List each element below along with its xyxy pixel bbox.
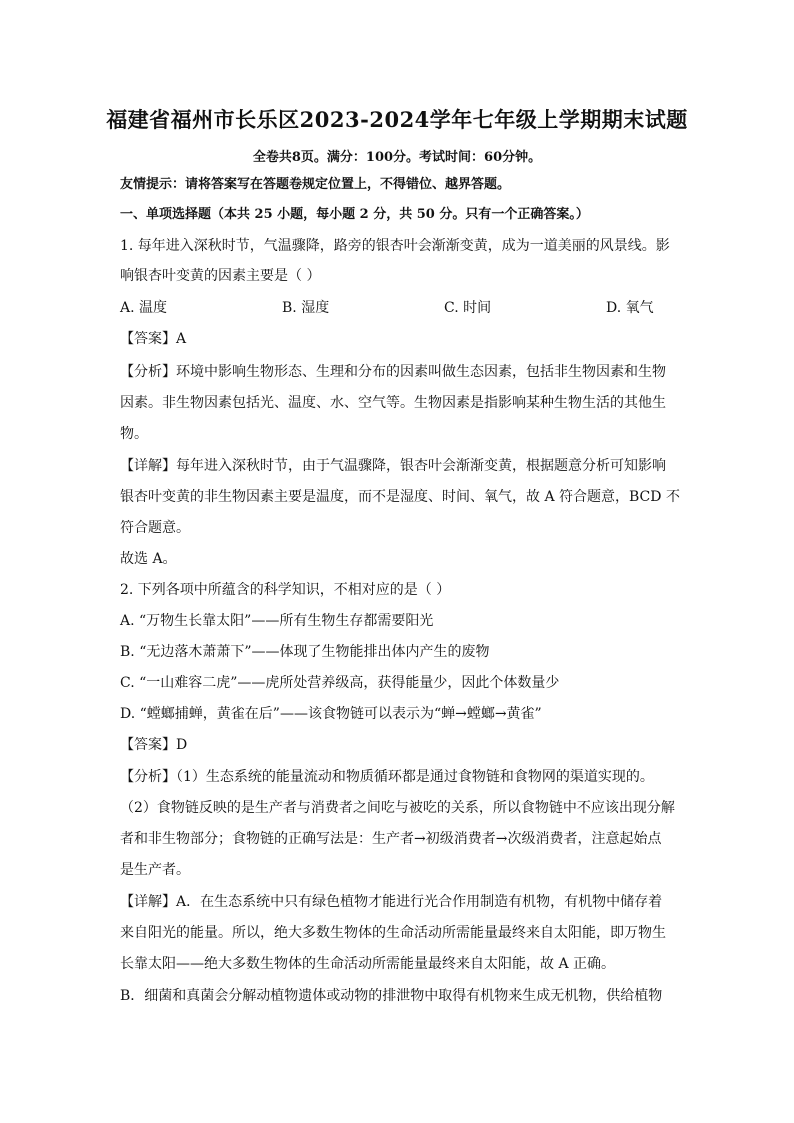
q2-detail-line-4: B．细菌和真菌会分解动植物遗体或动物的排泄物中取得有机物来生成无机物，供给植物 xyxy=(120,988,663,1004)
q1-option-c: C. 时间 xyxy=(444,300,492,316)
friendly-tip: 友情提示：请将答案写在答题卷规定位置上，不得错位、越界答题。 xyxy=(120,177,511,192)
q1-detail-line-2: 银杏叶变黄的非生物因素主要是温度，而不是湿度、时间、氧气，故 A 符合题意，BCD 不 xyxy=(120,489,680,505)
q1-analysis-line-3: 物。 xyxy=(120,426,148,442)
q2-option-a: A. “万物生长靠太阳”——所有生物生存都需要阳光 xyxy=(120,613,434,629)
page-title: 福建省福州市长乐区2023-2024学年七年级上学期期末试题 xyxy=(106,107,688,132)
q2-detail-line-2: 来自阳光的能量。所以，绝大多数生物体的生命活动所需能量最终来自太阳能，即万物生 xyxy=(120,925,666,941)
q1-stem-line-2: 响银杏叶变黄的因素主要是（ ） xyxy=(120,268,321,284)
q1-stem-line-1: 1. 每年进入深秋时节，气温骤降，路旁的银杏叶会渐渐变黄，成为一道美丽的风景线。影 xyxy=(120,238,670,254)
q1-detail-line-1: 【详解】每年进入深秋时节，由于气温骤降，银杏叶会渐渐变黄，根据题意分析可知影响 xyxy=(120,458,666,474)
q1-option-b: B. 湿度 xyxy=(282,300,330,316)
q2-option-c: C. “一山难容二虎”——虎所处营养级高，获得能量少，因此个体数量少 xyxy=(120,675,560,691)
q1-detail-line-3: 符合题意。 xyxy=(120,520,190,536)
q2-stem: 2. 下列各项中所蕴含的科学知识，不相对应的是（ ） xyxy=(120,582,451,598)
q2-detail-line-1: 【详解】A．在生态系统中只有绿色植物才能进行光合作用制造有机物，有机物中储存着 xyxy=(120,894,663,910)
q2-detail-line-3: 长靠太阳——绝大多数生物体的生命活动所需能量最终来自太阳能，故 A 正确。 xyxy=(120,956,616,972)
q1-choice: 故选 A。 xyxy=(120,551,177,567)
q2-analysis-line-2: （2）食物链反映的是生产者与消费者之间吃与被吃的关系，所以食物链中不应该出现分解 xyxy=(120,800,675,816)
q1-analysis-line-2: 因素。非生物因素包括光、温度、水、空气等。生物因素是指影响某种生物生活的其他生 xyxy=(120,395,666,411)
q1-analysis-line-1: 【分析】环境中影响生物形态、生理和分布的因素叫做生态因素，包括非生物因素和生物 xyxy=(120,364,666,380)
section-heading: 一、单项选择题（本共 25 小题，每小题 2 分，共 50 分。只有一个正确答案。） xyxy=(120,207,589,222)
q2-analysis-line-1: 【分析】（1）生态系统的能量流动和物质循环都是通过食物链和食物网的渠道实现的。 xyxy=(120,769,654,785)
q2-option-b: B. “无边落木萧萧下”——体现了生物能排出体内产生的废物 xyxy=(120,644,490,660)
q2-answer: 【答案】D xyxy=(120,737,188,753)
q1-answer: 【答案】A xyxy=(120,331,187,347)
q1-options xyxy=(120,298,680,318)
q2-option-d: D. “螳螂捕蝉，黄雀在后”——该食物链可以表示为“蝉→螳螂→黄雀” xyxy=(120,706,542,722)
q2-analysis-line-3: 者和非生物部分；食物链的正确写法是：生产者→初级消费者→次级消费者，注意起始点 xyxy=(120,831,662,847)
exam-info: 全卷共8页。满分：100分。考试时间：60分钟。 xyxy=(252,150,542,165)
q1-option-a: A. 温度 xyxy=(120,300,168,316)
q1-option-d: D. 氧气 xyxy=(606,300,654,316)
q2-analysis-line-4: 是生产者。 xyxy=(120,862,190,878)
